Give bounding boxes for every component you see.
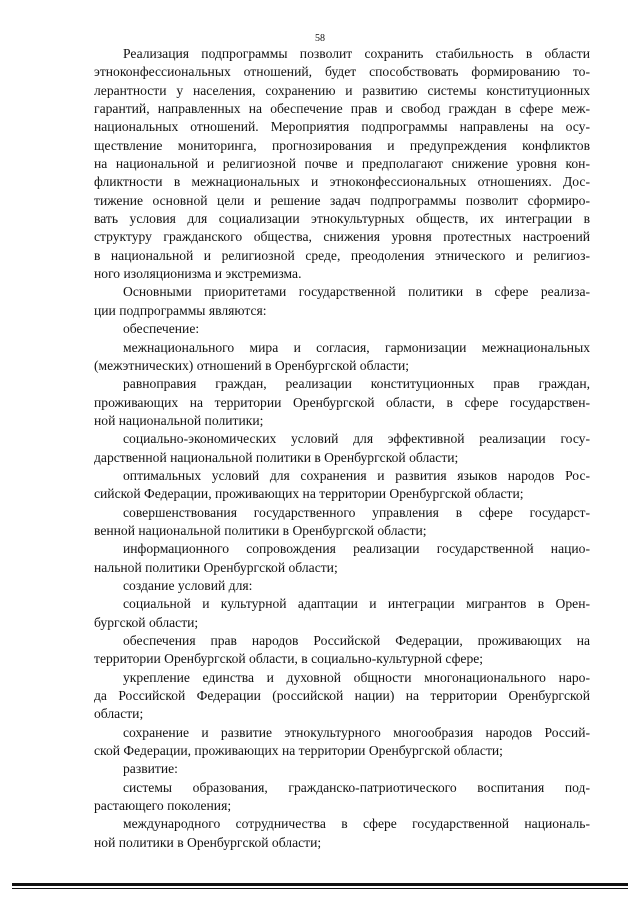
text-line: международного сотрудничества в сфере государственной националь- <box>123 816 590 832</box>
text-line: нальной политики Оренбургской области; <box>94 559 338 575</box>
text-line: фликтности в межнациональных и этноконфессиональных отношениях. Дос- <box>94 174 590 190</box>
text-line: развитие: <box>123 761 178 777</box>
text-line: оптимальных условий для сохранения и развития языков народов Рос- <box>123 467 590 483</box>
text-line: бургской области; <box>94 614 199 630</box>
text-line: венной национальной политики в Оренбургской области; <box>94 522 427 538</box>
text-line: ной политики в Оренбургской области; <box>94 834 322 850</box>
text-line: тижение основной цели и решение задач подпрограммы позволит сформиро- <box>94 192 590 208</box>
text-line: обеспечения прав народов Российской Федерации, проживающих на <box>123 633 590 648</box>
text-line: Основными приоритетами государственной политики в сфере реализа- <box>123 284 590 300</box>
text-line: структуру гражданского общества, снижения уровня протестных настроений <box>94 229 590 245</box>
text-line: информационного сопровождения реализации государственной нацио- <box>123 541 590 557</box>
text-line: проживающих на территории Оренбургской области, в сфере государствен- <box>94 394 590 410</box>
text-line: в национальной и религиозной среде, преодоления этнического и религиоз- <box>94 247 590 263</box>
text-line: сохранение и развитие этнокультурного многообразия народов Россий- <box>123 724 590 740</box>
text-line: ной национальной политики; <box>94 412 264 428</box>
text-line: гарантий, направленных на обеспечение прав и свобод граждан в сфере меж- <box>94 101 590 117</box>
text-line: этноконфессиональных отношений, будет способствовать формированию то- <box>94 64 590 80</box>
text-line: национальных отношений. Мероприятия подпрограммы направлены на осу- <box>94 119 590 135</box>
text-line: укрепление единства и духовной общности многонационального наро- <box>123 669 590 685</box>
text-line: лерантности у населения, сохранению и развитию системы конституционных <box>94 82 590 98</box>
bottom-rule-thick <box>12 883 628 886</box>
text-line: равноправия граждан, реализации конституционных прав граждан, <box>123 376 590 392</box>
text-line: межнационального мира и согласия, гармонизации межнациональных <box>123 339 590 355</box>
bottom-rule-thin <box>12 888 628 889</box>
text-line: социально-экономических условий для эффективной реализации госу- <box>123 431 590 447</box>
text-line: социальной и культурной адаптации и интеграции мигрантов в Орен- <box>123 596 590 612</box>
text-line: ществление мониторинга, прогнозирования и предупреждения конфликтов <box>94 137 590 153</box>
text-line: дарственной национальной политики в Оренбургской области; <box>94 449 459 465</box>
text-line: системы образования, гражданско-патриотического воспитания под- <box>123 779 590 795</box>
text-line: вать условия для социализации этнокультурных обществ, их интеграции в <box>94 211 590 227</box>
text-line: (межэтнических) отношений в Оренбургской области; <box>94 357 410 373</box>
body-text <box>94 45 590 852</box>
page-number: 58 <box>315 33 325 44</box>
text-line: совершенствования государственного управления в сфере государст- <box>123 504 590 520</box>
text-line: да Российской Федерации (российской нации) на территории Оренбургской <box>94 688 590 704</box>
text-line: ного изоляционизма и экстремизма. <box>94 266 302 282</box>
text-line: сийской Федерации, проживающих на территории Оренбургской области; <box>94 486 524 502</box>
text-line: территории Оренбургской области, в социально-культурной сфере; <box>94 651 484 667</box>
text-line: ской Федерации, проживающих на территории Оренбургской области; <box>94 743 503 759</box>
text-line: области; <box>94 706 144 722</box>
text-line: ции подпрограммы являются: <box>94 302 267 318</box>
text-line: обеспечение: <box>123 321 200 337</box>
text-line: на национальной и религиозной почве и предполагают снижение уровня кон- <box>94 156 590 172</box>
text-line: создание условий для: <box>123 577 253 593</box>
text-line: Реализация подпрограммы позволит сохранить стабильность в области <box>123 46 590 61</box>
text-line: растающего поколения; <box>94 798 232 814</box>
